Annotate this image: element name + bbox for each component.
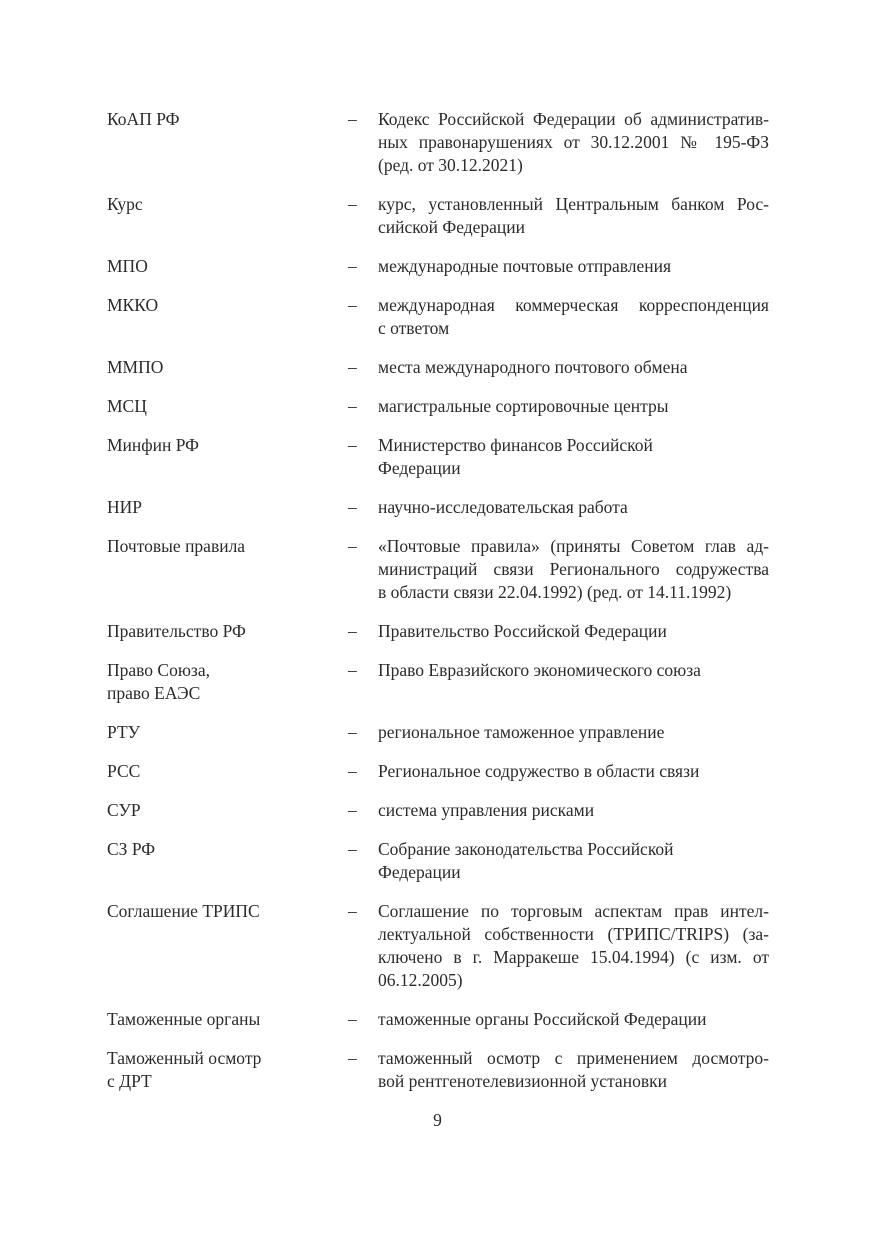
abbreviation-definition (378, 760, 769, 783)
abbreviation-definition (378, 721, 769, 744)
abbreviation-entry (107, 535, 769, 604)
definition-line: 06.12.2005) (378, 970, 463, 990)
definition-line: ных правонарушениях от 30.12.2001 № 195-ФЗ (378, 132, 769, 152)
dash-separator: – (348, 536, 357, 556)
definition-line: Соглашение по торговым аспектам прав интел- (378, 901, 769, 921)
abbreviation-definition (378, 434, 769, 480)
definition-line: система управления рисками (378, 800, 595, 820)
term-line: ММПО (107, 357, 164, 377)
abbreviation-term (107, 1047, 348, 1093)
abbreviation-term (107, 395, 348, 418)
abbreviation-definition (378, 294, 769, 340)
abbreviation-term (107, 760, 348, 783)
dash-separator: – (348, 1009, 357, 1029)
dash-separator: – (348, 901, 357, 921)
definition-line: вой рентгенотелевизионной установки (378, 1071, 667, 1091)
term-line: Таможенный осмотр (107, 1048, 262, 1068)
term-line: право ЕАЭС (107, 683, 201, 703)
dash-separator: – (348, 621, 357, 641)
definition-line: сийской Федерации (378, 217, 526, 237)
abbreviation-term (107, 620, 348, 643)
term-line: РТУ (107, 722, 141, 742)
abbreviation-definition (378, 255, 769, 278)
dash-separator: – (348, 761, 357, 781)
definition-line: международные почтовые отправления (378, 256, 672, 276)
definition-line: научно-исследовательская работа (378, 497, 628, 517)
abbreviation-definition (378, 535, 769, 604)
abbreviation-entry (107, 659, 769, 705)
definition-line: с ответом (378, 318, 450, 338)
definition-line: таможенный осмотр с применением досмотро- (378, 1048, 769, 1068)
abbreviation-entry (107, 395, 769, 418)
term-line: КоАП РФ (107, 109, 180, 129)
abbreviation-term (107, 356, 348, 379)
abbreviation-list (107, 108, 769, 1109)
definition-line: таможенные органы Российской Федерации (378, 1009, 707, 1029)
definition-line: магистральные сортировочные центры (378, 396, 669, 416)
definition-line: региональное таможенное управление (378, 722, 665, 742)
definition-line: (ред. от 30.12.2021) (378, 155, 523, 175)
abbreviation-term (107, 535, 348, 558)
term-line: Минфин РФ (107, 435, 199, 455)
abbreviation-entry (107, 1047, 769, 1093)
abbreviation-term (107, 659, 348, 705)
dash-separator: – (348, 1048, 357, 1068)
abbreviation-entry (107, 496, 769, 519)
definition-line: лектуальной собственности (ТРИПС/TRIPS) (за- (378, 924, 769, 944)
abbreviation-definition (378, 356, 769, 379)
dash-separator: – (348, 660, 357, 680)
abbreviation-entry (107, 799, 769, 822)
abbreviation-entry (107, 255, 769, 278)
dash-separator: – (348, 839, 357, 859)
term-line: Соглашение ТРИПС (107, 901, 260, 921)
abbreviation-term (107, 721, 348, 744)
abbreviation-entry (107, 434, 769, 480)
term-line: СЗ РФ (107, 839, 156, 859)
definition-line: курс, установленный Центральным банком Рос- (378, 194, 769, 214)
abbreviation-term (107, 108, 348, 131)
dash-separator: – (348, 435, 357, 455)
definition-line: в области связи 22.04.1992) (ред. от 14.11.1992) (378, 582, 732, 602)
dash-separator: – (348, 109, 357, 129)
abbreviation-entry (107, 294, 769, 340)
abbreviation-definition (378, 496, 769, 519)
definition-line: Федерации (378, 458, 461, 478)
dash-separator: – (348, 295, 357, 315)
definition-line: Министерство финансов Российской (378, 435, 653, 455)
abbreviation-definition (378, 620, 769, 643)
term-line: Право Союза, (107, 660, 210, 680)
definition-line: «Почтовые правила» (приняты Советом глав ад- (378, 536, 769, 556)
abbreviation-definition (378, 108, 769, 177)
abbreviation-definition (378, 1047, 769, 1093)
definition-line: Собрание законодательства Российской (378, 839, 674, 859)
abbreviation-term (107, 799, 348, 822)
page-number: 9 (433, 1110, 442, 1130)
abbreviation-definition (378, 395, 769, 418)
abbreviation-definition (378, 193, 769, 239)
term-line: Таможенные органы (107, 1009, 261, 1029)
definition-line: международная коммерческая корреспонденция (378, 295, 769, 315)
abbreviation-term (107, 900, 348, 923)
abbreviation-definition (378, 799, 769, 822)
abbreviation-entry (107, 356, 769, 379)
term-line: Курс (107, 194, 143, 214)
abbreviation-entry (107, 838, 769, 884)
definition-line: министраций связи Регионального содружества (378, 559, 769, 579)
abbreviation-entry (107, 108, 769, 177)
dash-separator: – (348, 800, 357, 820)
abbreviation-definition (378, 838, 769, 884)
abbreviation-term (107, 838, 348, 861)
abbreviation-definition (378, 1008, 769, 1031)
term-line: с ДРТ (107, 1071, 152, 1091)
abbreviation-term (107, 255, 348, 278)
term-line: СУР (107, 800, 141, 820)
definition-line: ключено в г. Марракеше 15.04.1994) (с изм. от (378, 947, 769, 967)
term-line: Правительство РФ (107, 621, 246, 641)
abbreviation-term (107, 193, 348, 216)
abbreviation-term (107, 434, 348, 457)
definition-line: Правительство Российской Федерации (378, 621, 667, 641)
term-line: Почтовые правила (107, 536, 246, 556)
dash-separator: – (348, 396, 357, 416)
abbreviation-definition (378, 900, 769, 992)
definition-line: Право Евразийского экономического союза (378, 660, 701, 680)
definition-line: Федерации (378, 862, 461, 882)
abbreviation-term (107, 1008, 348, 1031)
abbreviation-entry (107, 620, 769, 643)
abbreviation-entry (107, 760, 769, 783)
term-line: МККО (107, 295, 159, 315)
dash-separator: – (348, 357, 357, 377)
definition-line: Региональное содружество в области связи (378, 761, 700, 781)
abbreviation-term (107, 294, 348, 317)
abbreviation-entry (107, 1008, 769, 1031)
abbreviation-definition (378, 659, 769, 682)
term-line: МСЦ (107, 396, 147, 416)
dash-separator: – (348, 256, 357, 276)
definition-line: места международного почтового обмена (378, 357, 688, 377)
dash-separator: – (348, 722, 357, 742)
term-line: НИР (107, 497, 143, 517)
abbreviation-entry (107, 900, 769, 992)
dash-separator: – (348, 194, 357, 214)
abbreviation-entry (107, 721, 769, 744)
abbreviation-term (107, 496, 348, 519)
term-line: МПО (107, 256, 148, 276)
definition-line: Кодекс Российской Федерации об административ- (378, 109, 769, 129)
dash-separator: – (348, 497, 357, 517)
abbreviation-entry (107, 193, 769, 239)
term-line: РСС (107, 761, 141, 781)
